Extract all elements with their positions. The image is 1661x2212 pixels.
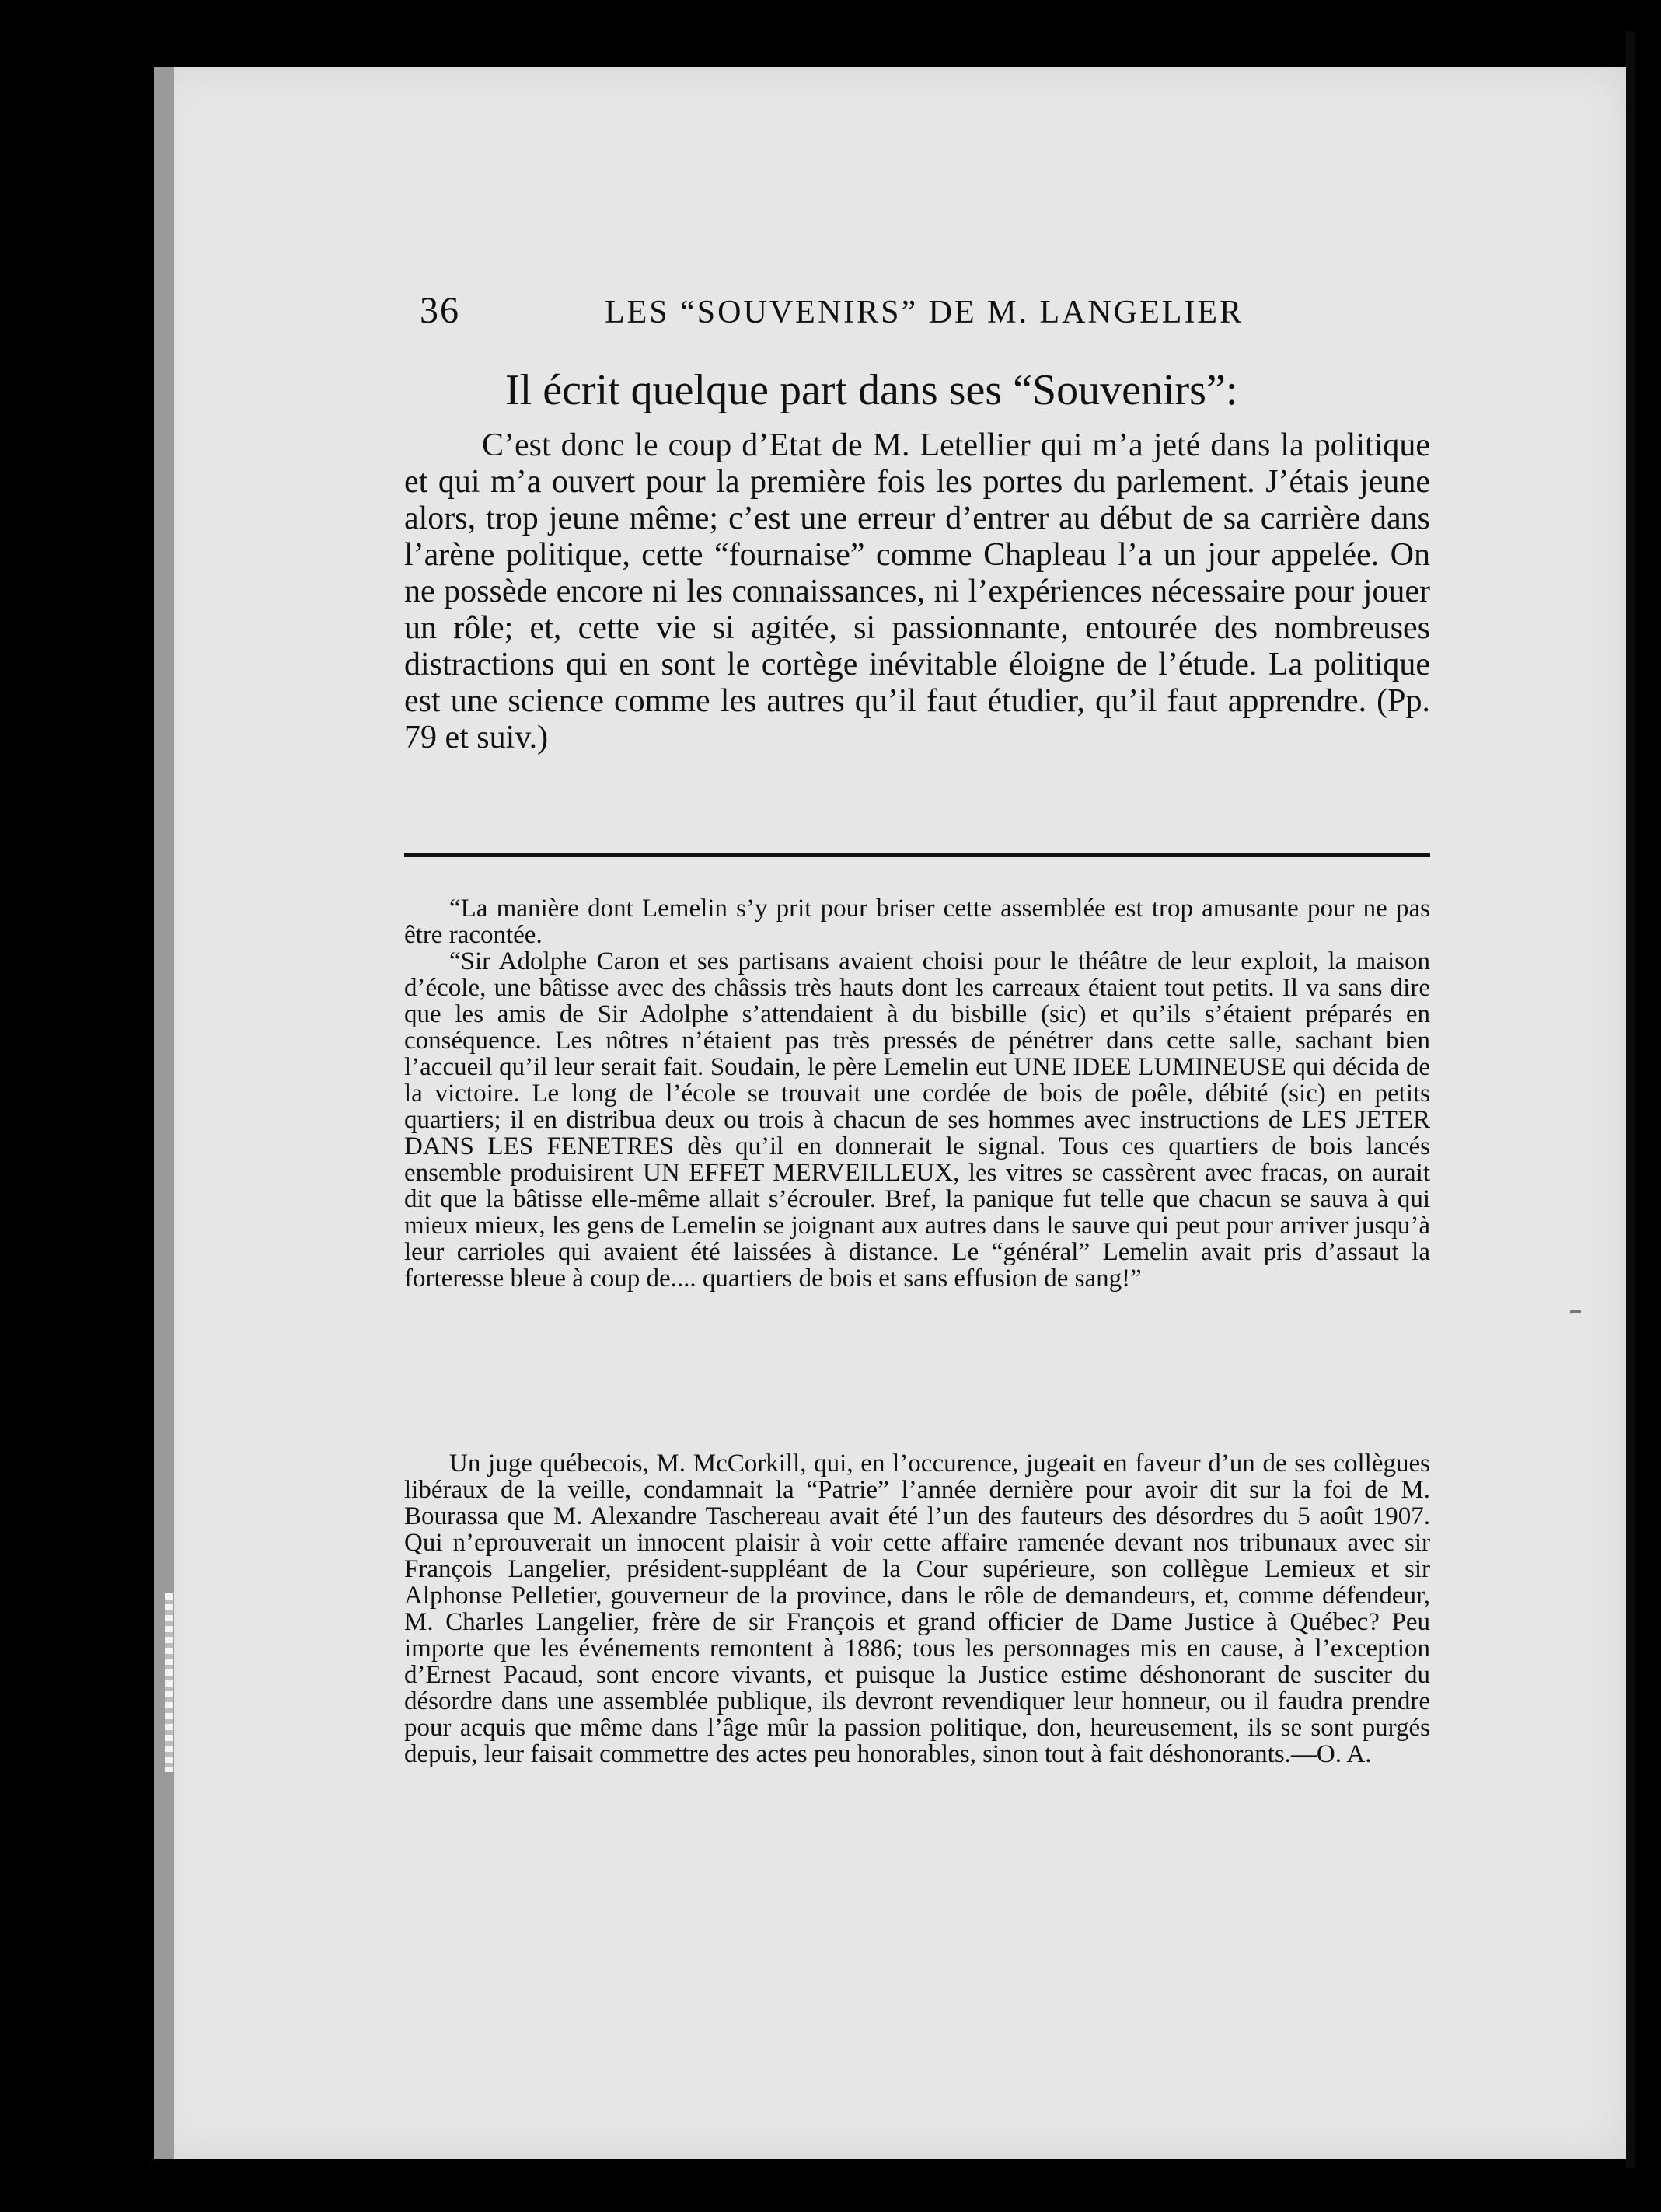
footnote-mccorkill — [404, 1450, 1430, 1767]
footnote-paragraph-judge: Un juge québecois, M. McCorkill, qui, en l’occurence, jugeait en faveur d’un de ses collègues libéraux de la veille, condamnait la “Patrie” l’année dernière pour avoir dit sur la foi de M. Bourassa que M. Alexandre Taschereau avait été l’un des fauteurs des désordres du 5 août 1907. Qui n’eprouverait un innocent plaisir à voir cette affaire ramenée devant nos tribunaux avec sir François Langelier, président-suppléant de la Cour supérieure, son collègue Lemieux et sir Alphonse Pelletier, gouverneur de la province, dans le rôle de demandeurs, et, comme défendeur, M. Charles Langelier, frère de sir François et grand officier de Dame Justice à Québec? Peu importe que les événements remontent à 1886; tous les personnages mis en cause, à l’exception d’Ernest Pacaud, sont encore vivants, et puisque la Justice estime déshonorant de susciter du désordre dans une assemblée publique, ils devront revendiquer leur honneur, ou il faudra prendre pour acquis que même dans l’âge mûr la passion politique, don, heureusement, ils se sont purgés depuis, leur faisait commettre des actes peu honorables, sinon tout à fait déshonorants.—O. A. — [404, 1450, 1430, 1768]
footnote-paragraph-intro: “La manière dont Lemelin s’y prit pour briser cette assemblée est trop amusante pour ne pas être racontée. — [404, 895, 1430, 949]
footnote-lemelin — [404, 895, 1430, 1292]
binding-stitches — [165, 1593, 173, 1772]
running-header — [420, 289, 1298, 344]
quoted-passage — [404, 427, 1430, 756]
quote-paragraph: C’est donc le coup d’Etat de M. Letellier qui m’a jeté dans la politique et qui m’a ouvert pour la première fois les portes du parlement. J’étais jeune alors, trop jeune même; c’est une erreur d’entrer au début de sa carrière dans l’arène politique, cette “fournaise” comme Chapleau l’a un jour appelée. On ne possède encore ni les connaissances, ni l’expériences nécessaire pour jouer un rôle; et, cette vie si agitée, si passionnante, entourée des nombreuses distractions qui en sont le cortège inévitable éloigne de l’étude. La politique est une science comme les autres qu’il faut étudier, qu’il faut apprendre. (Pp. 79 et suiv.) — [404, 427, 1430, 755]
page-right-edge — [1626, 31, 1635, 2168]
scan-artifact-mark — [1570, 1310, 1581, 1313]
page-binding-edge — [154, 67, 174, 2159]
footnote-paragraph-story: “Sir Adolphe Caron et ses partisans avaient choisi pour le théâtre de leur exploit, la maison d’école, une bâtisse avec des châssis très hauts dont les carreaux étaient tout petits. Il va sans dire que les amis de Sir Adolphe s’attendaient à du bisbille (sic) et qu’ils s’étaient préparés en conséquence. Les nôtres n’étaient pas très pressés de pénétrer dans cette salle, sachant bien l’accueil qu’il leur serait fait. Soudain, le père Lemelin eut UNE IDEE LUMINEUSE qui décida de la victoire. Le long de l’école se trouvait une cordée de bois de poêle, débité (sic) en petits quartiers; il en distribua deux ou trois à chacun de ses hommes avec instructions de LES JETER DANS LES FENETRES dès qu’il en donnerait le signal. Tous ces quartiers de bois lancés ensemble produisirent UN EFFET MERVEILLEUX, les vitres se cassèrent avec fracas, on aurait dit que la bâtisse elle-même allait s’écrouler. Bref, la panique fut telle que chacun se sauva à qui mieux mieux, les gens de Lemelin se joignant aux autres dans le sauve qui peut pour arriver jusqu’à leur carrioles qui avaient été laissées à distance. Le “général” Lemelin avait pris d’assaut la forteresse bleue à coup de.... quartiers de bois et sans effusion de sang!” — [404, 947, 1430, 1293]
running-title: LES “SOUVENIRS” DE M. LANGELIER — [605, 295, 1244, 330]
section-subheading: Il écrit quelque part dans ses “Souvenirs”: — [505, 366, 1238, 414]
page-number: 36 — [420, 290, 460, 331]
footnote-separator-rule — [404, 853, 1430, 857]
